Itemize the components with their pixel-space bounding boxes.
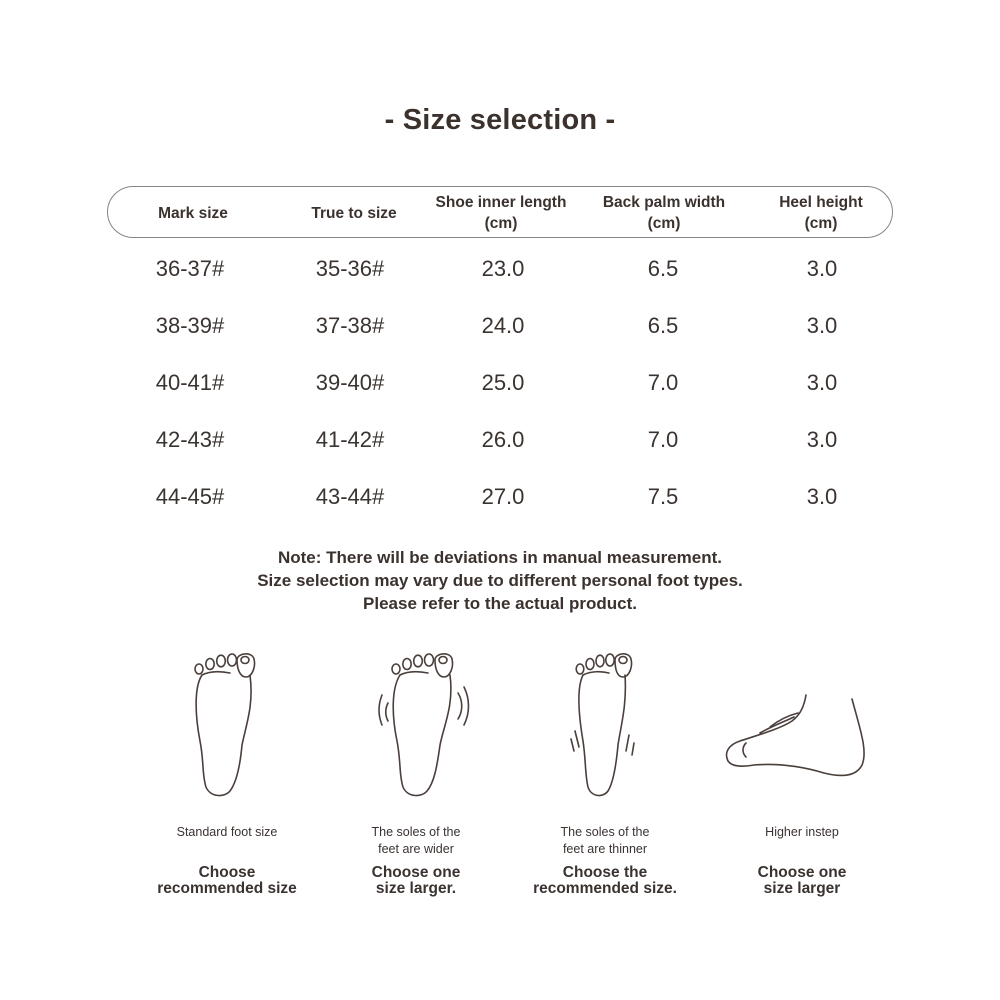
cell-true-size: 43-44# [315, 484, 385, 509]
cell-mark-size: 36-37# [155, 256, 225, 281]
header-mark-size [113, 190, 273, 236]
note-line: Please refer to the actual product. [363, 594, 637, 613]
advice-line: size larger. [375, 879, 457, 897]
header-inner-length [416, 190, 586, 236]
cell-inner-length: 25.0 [481, 370, 525, 395]
cell-heel-height: 3.0 [806, 370, 838, 395]
cell-heel-height: 3.0 [806, 484, 838, 509]
caption-line: Standard foot size [176, 825, 278, 839]
header-label: Back palm width [602, 194, 726, 211]
foot-advice [682, 865, 922, 896]
advice-line: size larger [763, 879, 841, 897]
header-label: Heel height [779, 194, 863, 211]
header-label: Mark size [158, 204, 228, 222]
header-unit: (cm) [647, 215, 681, 232]
caption-line: feet are wider [378, 842, 454, 856]
measurement-note [0, 546, 1000, 615]
cell-heel-height: 3.0 [806, 427, 838, 452]
header-true-to-size [274, 190, 434, 236]
cell-mark-size: 44-45# [155, 484, 225, 509]
cell-mark-size: 42-43# [155, 427, 225, 452]
cell-palm-width: 6.5 [647, 256, 679, 281]
advice-line: Choose the [562, 864, 648, 881]
header-label: True to size [311, 204, 397, 222]
cell-heel-height: 3.0 [806, 313, 838, 338]
page-title: - Size selection - [384, 104, 616, 136]
caption-line: Higher instep [765, 825, 839, 839]
cell-palm-width: 7.5 [647, 484, 679, 509]
cell-inner-length: 24.0 [481, 313, 525, 338]
high-instep-foot-icon [720, 645, 880, 805]
cell-true-size: 35-36# [315, 256, 385, 281]
caption-line: feet are thinner [562, 842, 648, 856]
cell-inner-length: 27.0 [481, 484, 525, 509]
table-row [0, 425, 1000, 455]
caption-line: The soles of the [560, 825, 650, 839]
header-label: Shoe inner length [435, 194, 567, 211]
cell-inner-length: 26.0 [481, 427, 525, 452]
cell-heel-height: 3.0 [806, 256, 838, 281]
cell-mark-size: 40-41# [155, 370, 225, 395]
advice-line: Choose one [757, 864, 847, 881]
cell-inner-length: 23.0 [481, 256, 525, 281]
wide-foot-icon [372, 645, 482, 805]
caption-line: The soles of the [371, 825, 461, 839]
cell-palm-width: 7.0 [647, 370, 679, 395]
cell-palm-width: 6.5 [647, 313, 679, 338]
cell-mark-size: 38-39# [155, 313, 225, 338]
advice-line: recommended size. [533, 879, 677, 897]
header-heel-height [741, 190, 901, 236]
advice-line: Choose one [371, 864, 461, 881]
advice-line: Choose [198, 864, 256, 881]
header-palm-width [584, 190, 744, 236]
cell-true-size: 41-42# [315, 427, 385, 452]
cell-true-size: 37-38# [315, 313, 385, 338]
foot-caption [692, 824, 912, 841]
standard-foot-icon [180, 645, 270, 805]
table-row [0, 482, 1000, 512]
note-line: Size selection may vary due to different personal foot types. [257, 571, 743, 590]
table-row [0, 311, 1000, 341]
cell-palm-width: 7.0 [647, 427, 679, 452]
table-row [0, 368, 1000, 398]
advice-line: recommended size [157, 879, 297, 897]
foot-caption [117, 824, 337, 841]
note-line: Note: There will be deviations in manual measurement. [277, 548, 722, 567]
foot-caption [495, 824, 715, 858]
table-row [0, 254, 1000, 284]
header-unit: (cm) [804, 215, 838, 232]
foot-caption [306, 824, 526, 858]
cell-true-size: 39-40# [315, 370, 385, 395]
thin-foot-icon [563, 645, 653, 805]
header-unit: (cm) [484, 215, 518, 232]
